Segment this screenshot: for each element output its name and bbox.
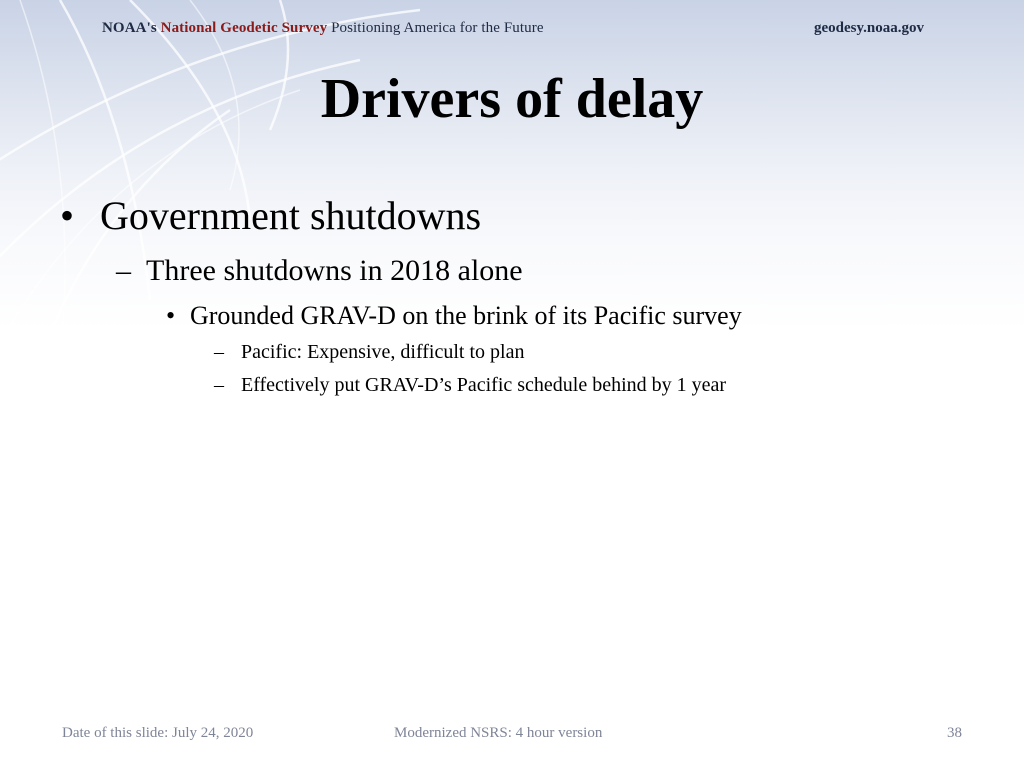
- bullet-text: Three shutdowns in 2018 alone: [146, 254, 523, 287]
- bullet-marker: •: [166, 301, 176, 330]
- bullet-text: Effectively put GRAV-D’s Pacific schedule behind by 1 year: [241, 374, 727, 396]
- bullet-level-1: [60, 192, 481, 240]
- brand-survey-name: National Geodetic Survey: [160, 20, 328, 36]
- slide-title: Drivers of delay: [320, 68, 704, 130]
- bullet-text: Pacific: Expensive, difficult to plan: [241, 341, 525, 363]
- bullet-level-3: [166, 300, 742, 332]
- header-bar: [0, 0, 1024, 60]
- website-label: geodesy.noaa.gov: [813, 20, 924, 36]
- dash-marker: –: [116, 254, 131, 287]
- bullet-marker: •: [60, 193, 75, 238]
- footer-date: Date of this slide: July 24, 2020: [62, 725, 254, 741]
- brand-tagline: Positioning America for the Future: [331, 20, 544, 36]
- organization-branding: [102, 20, 544, 37]
- dash-marker: –: [214, 374, 224, 396]
- footer-version: Modernized NSRS: 4 hour version: [394, 725, 603, 741]
- bullet-level-4: [214, 372, 726, 398]
- bullet-text: Government shutdowns: [100, 193, 482, 238]
- brand-org: NOAA's: [102, 20, 157, 36]
- slide-number: 38: [947, 725, 962, 741]
- bullet-level-2: [116, 252, 523, 290]
- bullet-level-4: [214, 339, 524, 365]
- bullet-text: Grounded GRAV-D on the brink of its Pacific survey: [190, 301, 742, 330]
- dash-marker: –: [214, 341, 224, 363]
